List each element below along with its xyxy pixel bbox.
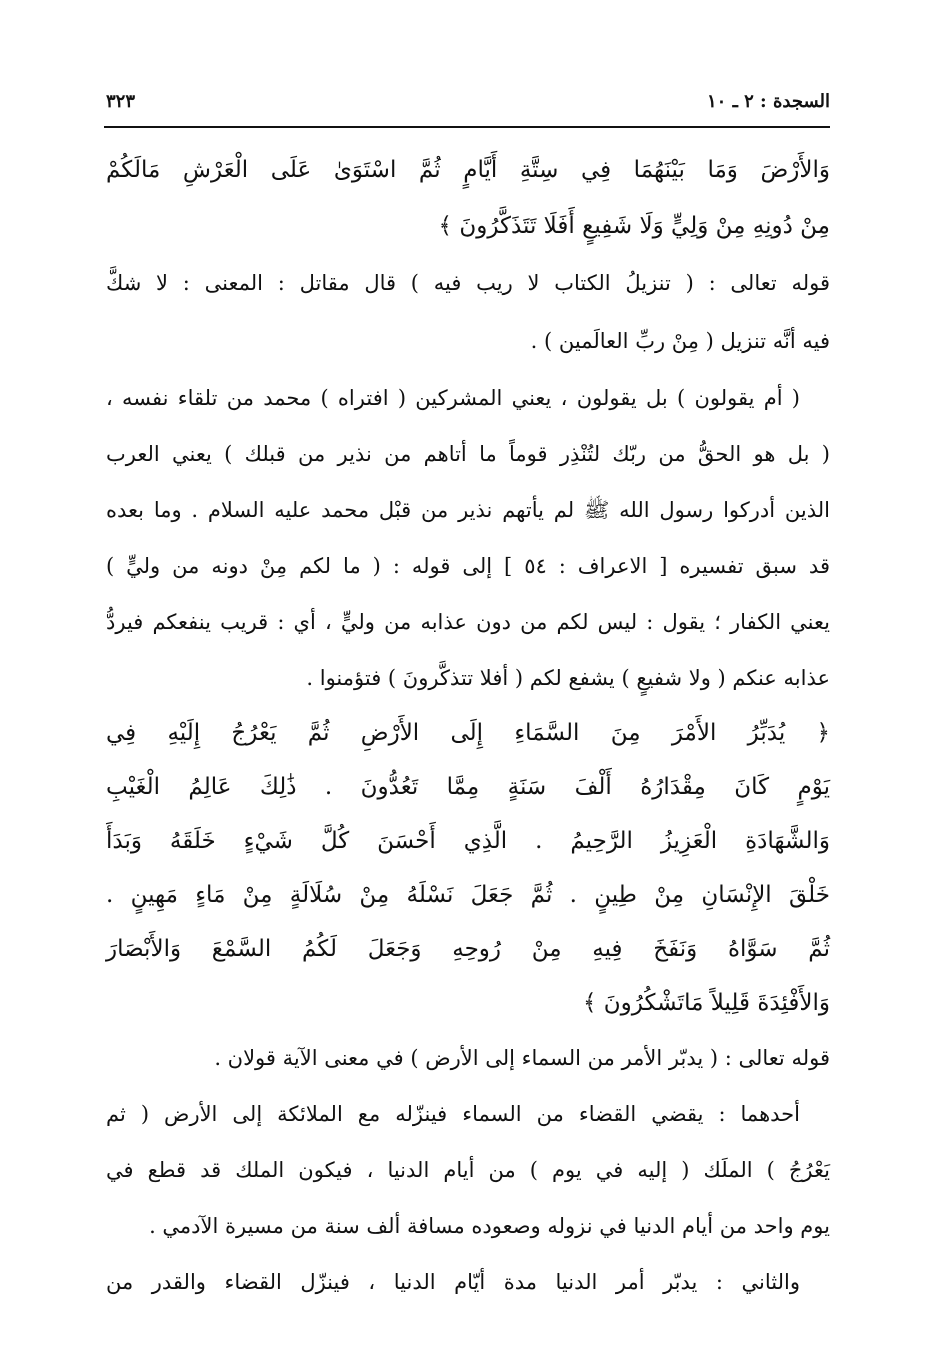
commentary-line: يَعْرُجُ ) الملَك ( إليه في يوم ) من أيام الدنيا ، فيكون الملك قد قطع في [106,1158,830,1182]
commentary-line: يعني الكفار ؛ يقول : ليس لكم من دون عذابه من وليٍّ ، أي : قريب ينفعكم فيردُّ [106,610,830,634]
quran-line: يَوْمٍ كَانَ مِقْدَارُهُ أَلْفَ سَنَةٍ مِمَّا تَعُدُّونَ . ذَٰلِكَ عَالِمُ الْغَيْبِ [106,774,830,800]
quran-line: وَالأَرْضَ وَمَا بَيْنَهُمَا فِي سِتَّةِ أَيَّامٍ ثُمَّ اسْتَوَىٰ عَلَى الْعَرْشِ مَالَكُمْ [106,157,830,183]
page-header [106,86,830,116]
quran-line: ﴿ يُدَبِّرُ الأَمْرَ مِنَ السَّمَاءِ إِلَى الأَرْضِ ثُمَّ يَعْرُجُ إِلَيْهِ فِي [106,720,830,746]
commentary-line: يوم واحد من أيام الدنيا في نزوله وصعوده مسافة ألف سنة من مسيرة الآدمي . [149,1214,830,1238]
running-title: السجدة : ٢ ـ ١٠ [706,90,830,112]
commentary-line: والثاني : يدبّر أمر الدنيا مدة أيّام الدنيا ، فينزّل القضاء والقدر من [106,1270,800,1294]
quran-line: مِنْ دُونِهِ مِنْ وَلِيٍّ وَلَا شَفِيعٍ أَفَلَا تَتَذَكَّرُونَ ﴾ [438,213,830,239]
quran-line: ثُمَّ سَوَّاهُ وَنَفَخَ فِيهِ مِنْ رُوحِهِ وَجَعَلَ لَكُمُ السَّمْعَ وَالأَبْصَارَ [106,936,830,962]
commentary-line: الذين أدركوا رسول الله ﷺ لم يأتهم نذير من قبْل محمد عليه السلام . وما بعده [106,498,830,522]
header-rule [104,126,830,128]
page-body [106,142,830,1310]
page-number: ٣٢٣ [106,90,136,112]
quran-line: وَالأَفْئِدَةَ قَلِيلاً مَاتَشْكُرُونَ ﴾ [583,990,830,1016]
commentary-line: أحدهما : يقضي القضاء من السماء فينزّله مع الملائكة إلى الأرض ( ثم [106,1102,800,1126]
commentary-line: ( بل هو الحقُّ من ربّك لتُنْذِر قوماً ما أتاهم من نذير من قبلك ) يعني العرب [106,442,830,466]
commentary-line: عذابه عنكم ( ولا شفيعٍ ) يشفع لكم ( أفلا تتذكَّرونَ ) فتؤمنوا . [306,666,830,690]
commentary-line: قوله تعالى : ( تنزيلُ الكتاب لا ريب فيه ) قال مقاتل : المعنى : لا شكَّ [106,271,830,295]
commentary-line: قوله تعالى : ( يدبّر الأمر من السماء إلى الأرض ) في معنى الآية قولان . [214,1046,830,1070]
commentary-line: قد سبق تفسيره [ الاعراف : ٥٤ ] إلى قوله : ( ما لكم مِنْ دونه من وليٍّ ) [106,554,830,578]
quran-line: خَلْقَ الإِنْسَانِ مِنْ طِينٍ . ثُمَّ جَعَلَ نَسْلَهُ مِنْ سُلَالَةٍ مِنْ مَاءٍ مَهِينٍ . [106,882,830,908]
commentary-line: ( أم يقولون ) بل يقولون ، يعني المشركين ( افتراه ) محمد من تلقاء نفسه ، [106,386,800,410]
quran-line: وَالشَّهَادَةِ الْعَزِيزُ الرَّحِيمُ . الَّذِي أَحْسَنَ كُلَّ شَيْءٍ خَلَقَهُ وَبَدَأَ [106,828,830,854]
commentary-line: فيه أنَّه تنزيل ( مِنْ ربِّ العالَمين ) . [530,329,830,353]
